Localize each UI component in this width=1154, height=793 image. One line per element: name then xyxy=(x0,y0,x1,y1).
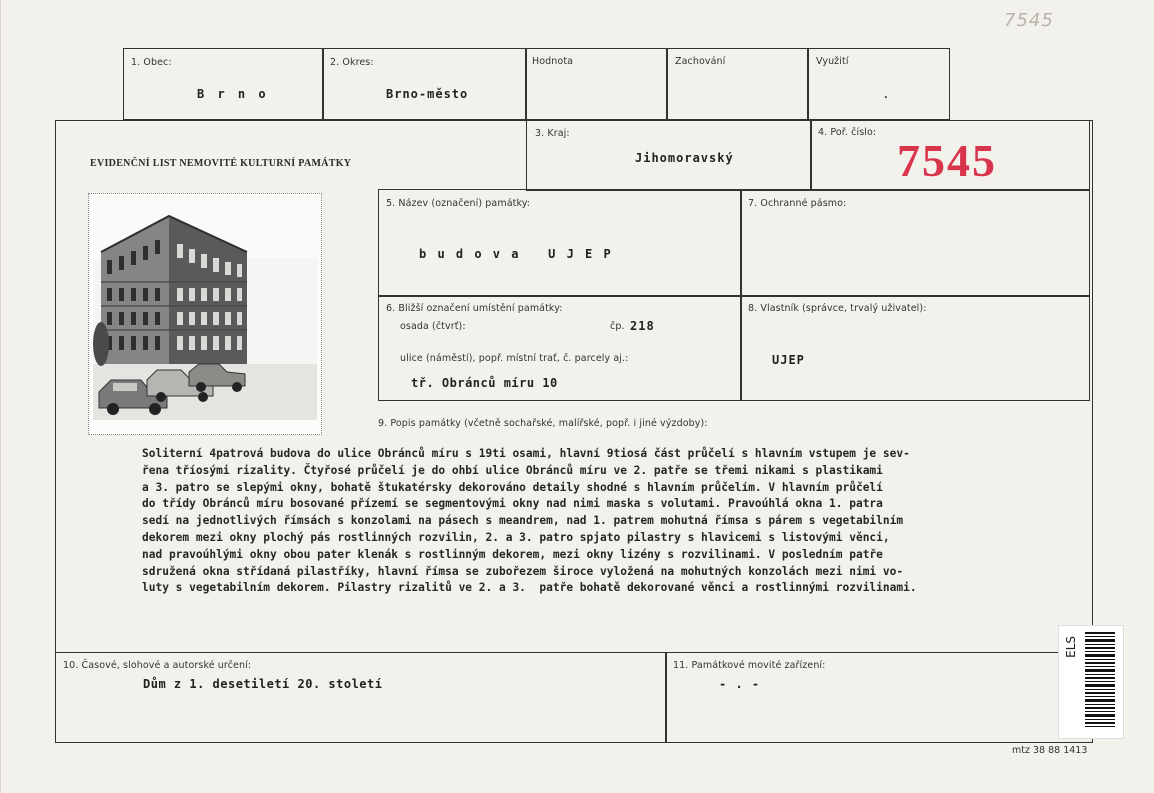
por-cislo-label: 4. Poř. číslo: xyxy=(818,127,877,138)
osada-label: osada (čtvrť): xyxy=(400,321,466,332)
por-cislo-stamp: 7545 xyxy=(897,135,997,186)
okres-value: Brno-město xyxy=(386,87,469,101)
vyuziti-value: . xyxy=(884,90,888,101)
handwritten-number: 7545 xyxy=(1004,10,1054,31)
vlastnik-label: 8. Vlastník (správce, trvalý uživatel): xyxy=(748,303,927,314)
obec-value: B r n o xyxy=(197,87,269,101)
kraj-label: 3. Kraj: xyxy=(535,128,570,139)
zarizeni-label: 11. Památkové movité zařízení: xyxy=(673,660,826,671)
kraj-value: Jihomoravský xyxy=(635,151,734,165)
ulice-value: tř. Obránců míru 10 xyxy=(411,376,558,390)
pasmo-label: 7. Ochranné pásmo: xyxy=(748,198,847,209)
umisteni-label: 6. Bližší označení umístění památky: xyxy=(386,303,563,314)
building-photo xyxy=(88,193,322,435)
casove-label: 10. Časové, slohové a autorské určení: xyxy=(63,660,252,671)
zachovani-label: Zachování xyxy=(675,56,726,67)
footer-code: mtz 38 88 1413 xyxy=(1012,745,1088,756)
hodnota-label: Hodnota xyxy=(532,56,574,67)
okres-label: 2. Okres: xyxy=(330,57,374,68)
vyuziti-label: Využití xyxy=(816,56,849,67)
cp-value: 218 xyxy=(630,319,655,333)
zarizeni-value: - . - xyxy=(719,677,761,691)
cp-label: čp. xyxy=(610,321,625,332)
description-label: 9. Popis památky (včetně sochařské, malířské, popř. i jiné výzdoby): xyxy=(378,418,708,429)
vlastnik-value: UJEP xyxy=(772,353,805,367)
nazev-label: 5. Název (označení) památky: xyxy=(386,198,531,209)
document-title: EVIDENČNÍ LIST NEMOVITÉ KULTURNÍ PAMÁTKY xyxy=(90,158,352,169)
building-photo-illustration xyxy=(89,194,321,434)
casove-value: Dům z 1. desetiletí 20. století xyxy=(143,677,383,691)
obec-label: 1. Obec: xyxy=(131,57,172,68)
ulice-label: ulice (náměstí), popř. místní trať, č. parcely aj.: xyxy=(400,353,629,364)
barcode-label: ELS xyxy=(1064,636,1078,658)
description-text: Soliterní 4patrová budova do ulice Obránců míru s 19ti osami, hlavní 9tiosá část průčelí s hlavním vstupem je sev- řena tříosými rizality. Čtyřosé průčelí je do ohbí ulice Obránců míru ve 2. patře se třemi nikami s plastikami a 3. patro se slepými okny, bohatě štukatérsky dekorováno detaily shodné s hlavním průčelím. V hlavním průčelí do třídy Obránců míru bosované přízemí se segmentovými okny nad nimi maska s volutami. Pravoúhlá okna 1. patra sedí na jednotlivých římsách s konzolami na pásech s meandrem, nad 1. patrem mohutná římsa s párem s vegetabilním dekorem mezi okny plochý pás rostlinných rozvilin, 2. a 3. patro spjato pilastry s hlavicemi s listovými věnci, nad pravoúhlými okny obou pater klenák s rostlinným dekorem, mezi okny lizény s rozvilinami. V posledním patře sdružená okna střídaná pilastříky, hlavní římsa se zubořezem široce vyložená na mohutných konzolách mezi nimi vo- luty s vegetabilním dekorem. Pilastry rizalitů ve 2. a 3. patře bohatě dekorované věnci a rostlinnými rozvilinami. xyxy=(142,447,917,595)
nazev-value: b u d o v a U J E P xyxy=(419,247,613,261)
